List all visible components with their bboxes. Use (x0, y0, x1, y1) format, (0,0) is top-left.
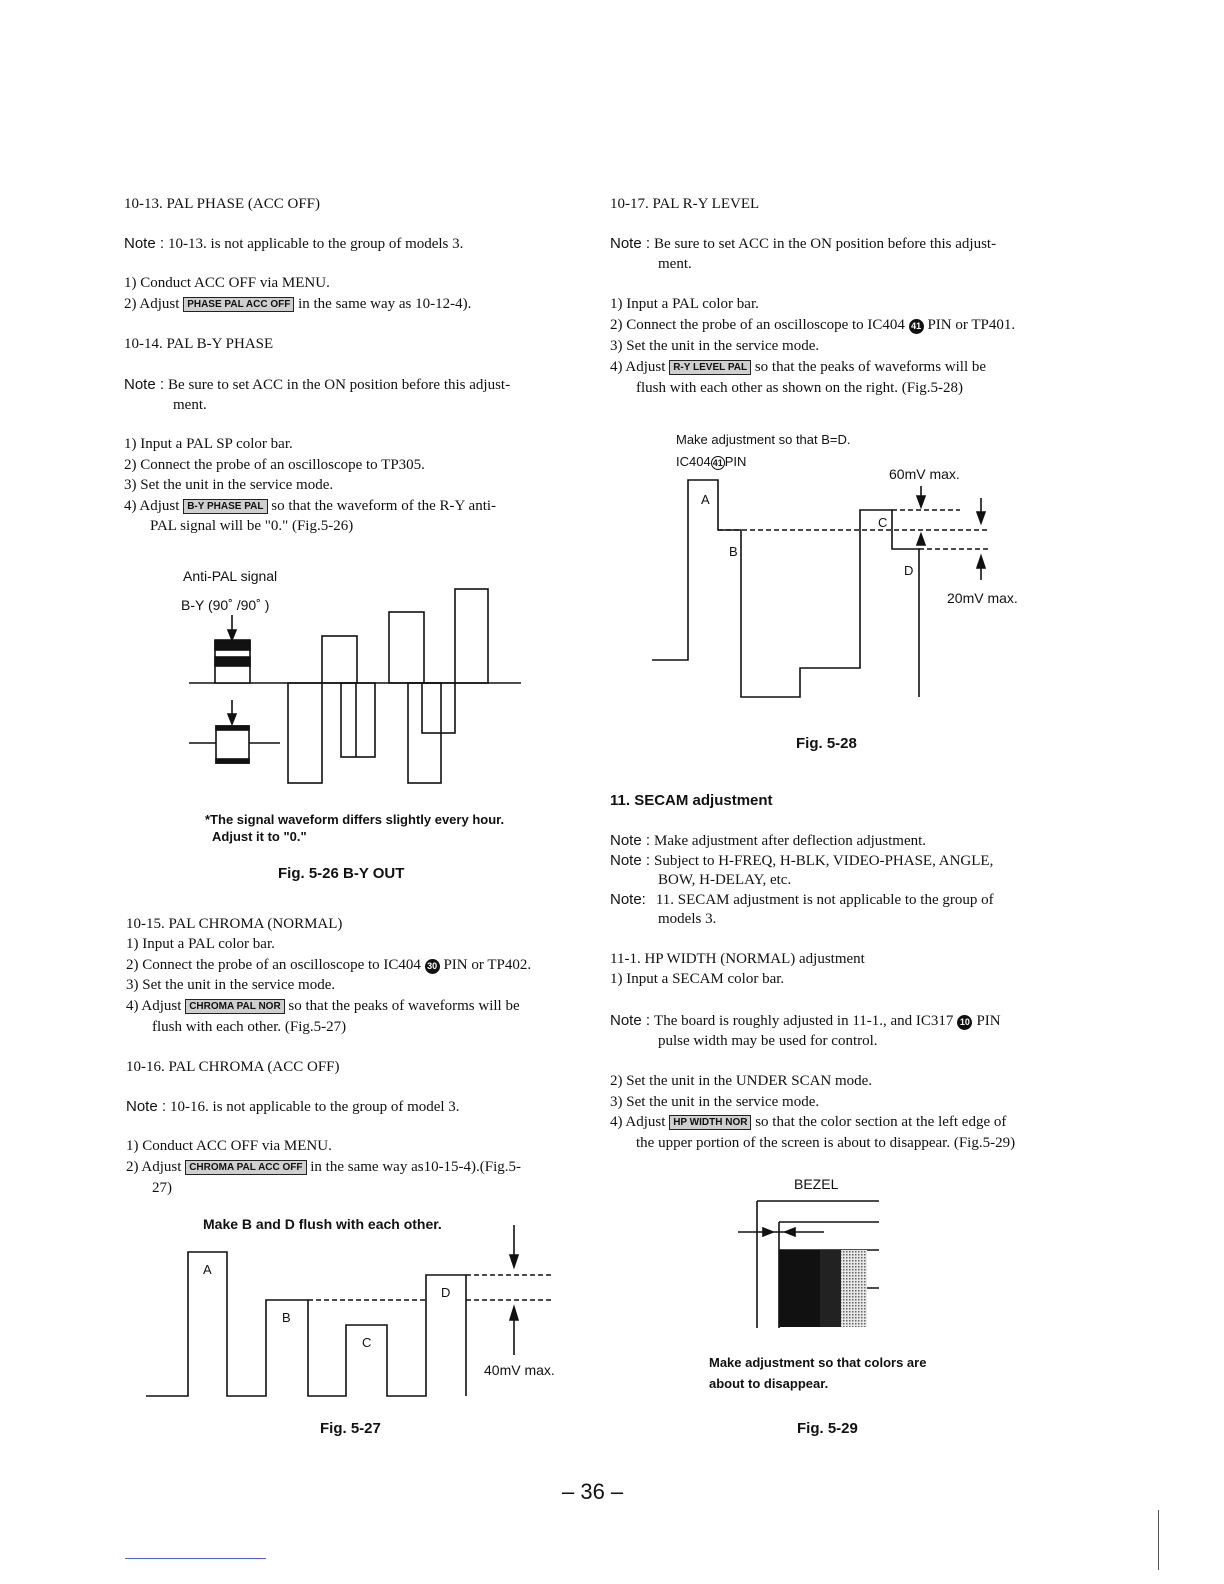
step-text: PAL signal will be "0." (Fig.5-26) (150, 518, 354, 534)
adjust-item-box: CHROMA PAL ACC OFF (185, 1160, 306, 1175)
note-label: Note : (610, 852, 651, 869)
figure-note: about to disappear. (709, 1376, 829, 1391)
note-label: Note: (610, 891, 646, 908)
figure-caption: Fig. 5-29 (797, 1420, 858, 1437)
figure-label (676, 454, 746, 470)
adjust-item-box: R-Y LEVEL PAL (669, 360, 751, 375)
step-text: PIN or TP402. (443, 957, 532, 973)
bezel-screen-diagram (730, 1195, 890, 1335)
step-1: 1) Input a PAL color bar. (610, 296, 759, 312)
edge-mark (1158, 1510, 1159, 1570)
note-text: 11. SECAM adjustment is not applicable to the group of (655, 892, 994, 908)
adjust-item-box: CHROMA PAL NOR (185, 999, 284, 1014)
note-text: models 3. (658, 911, 717, 927)
adjust-item-box: B-Y PHASE PAL (183, 499, 267, 514)
note-line (610, 852, 993, 870)
section-title: 11-1. HP WIDTH (NORMAL) adjustment (610, 951, 865, 967)
step-text: the upper portion of the screen is about to disappear. (Fig.5-29) (636, 1135, 1016, 1151)
step-text: in the same way as 10-12-4). (298, 296, 472, 312)
note-text: The board is roughly adjusted in 11-1., and IC317 (654, 1013, 954, 1029)
step-text: PIN or TP401. (927, 317, 1016, 333)
note-line (610, 832, 926, 850)
section-title: 10-17. PAL R-Y LEVEL (610, 196, 760, 212)
bezel-label: BEZEL (794, 1176, 839, 1192)
note-line (124, 235, 463, 253)
step-1: 1) Input a SECAM color bar. (610, 971, 785, 987)
note-text: PIN (976, 1013, 1001, 1029)
step-4 (610, 1114, 1006, 1131)
step-4 (124, 498, 496, 515)
step-text: in the same way as10-15-4).(Fig.5- (310, 1159, 522, 1175)
figure-label: Make adjustment so that B=D. (676, 432, 851, 447)
max-label: 40mV max. (484, 1362, 555, 1378)
step-3: 3) Set the unit in the service mode. (610, 338, 820, 354)
waveform-label-a: A (203, 1262, 212, 1277)
note-text: ment. (658, 256, 692, 272)
adjust-item-box: PHASE PAL ACC OFF (183, 297, 294, 312)
pin-number-badge: 41 (909, 319, 924, 334)
waveform-label-c: C (878, 515, 888, 530)
footer-rule (125, 1558, 266, 1559)
step-text: flush with each other. (Fig.5-27) (152, 1019, 347, 1035)
step-3: 3) Set the unit in the service mode. (610, 1094, 820, 1110)
step-text: so that the waveform of the R-Y anti- (271, 498, 497, 514)
note-label: Note : (610, 832, 651, 849)
waveform-label-b: B (282, 1310, 291, 1325)
section-title: 10-16. PAL CHROMA (ACC OFF) (126, 1059, 340, 1075)
step-3: 3) Set the unit in the service mode. (124, 477, 334, 493)
step-text: 27) (152, 1180, 172, 1196)
step-text: 4) Adjust (610, 1114, 666, 1130)
note-text: Subject to H-FREQ, H-BLK, VIDEO-PHASE, ANGLE, (654, 853, 994, 869)
section-title: 10-15. PAL CHROMA (NORMAL) (126, 916, 343, 932)
note-line (126, 1098, 460, 1116)
figure-caption: Fig. 5-28 (796, 735, 857, 752)
note-text: ment. (173, 397, 207, 413)
step-text: 4) Adjust (126, 998, 182, 1014)
section-heading: 11. SECAM adjustment (610, 792, 773, 809)
note-label: Note : (610, 235, 651, 252)
max-label: 20mV max. (947, 590, 1018, 606)
step-text: 2) Adjust (126, 1159, 182, 1175)
note-label: Note : (126, 1098, 167, 1115)
step-2: 2) Set the unit in the UNDER SCAN mode. (610, 1073, 873, 1089)
waveform-label-c: C (362, 1335, 372, 1350)
label-text: IC404 (676, 454, 711, 469)
note-text: 10-13. is not applicable to the group of models 3. (168, 236, 464, 252)
note-line (610, 235, 996, 253)
max-label: 60mV max. (889, 466, 960, 482)
step-1: 1) Input a PAL SP color bar. (124, 436, 293, 452)
waveform-label-d: D (441, 1285, 451, 1300)
step-1: 1) Conduct ACC OFF via MENU. (126, 1138, 332, 1154)
note-label: Note : (124, 235, 165, 252)
label-text: PIN (724, 454, 747, 469)
adjust-item-box: HP WIDTH NOR (669, 1115, 751, 1130)
waveform-label-d: D (904, 563, 914, 578)
figure-label: Anti-PAL signal (183, 568, 278, 584)
note-line (610, 1012, 1001, 1030)
note-text: Be sure to set ACC in the ON position before this adjust- (168, 377, 511, 393)
figure-caption: Fig. 5-26 B-Y OUT (278, 865, 405, 882)
step-2 (610, 317, 1015, 334)
page-number: – 36 – (562, 1479, 624, 1504)
step-text: 2) Connect the probe of an oscilloscope to IC404 (126, 957, 421, 973)
figure-note: Adjust it to "0." (212, 829, 307, 844)
note-line (610, 891, 994, 909)
step-text: flush with each other as shown on the right. (Fig.5-28) (636, 380, 964, 396)
step-1: 1) Input a PAL color bar. (126, 936, 275, 952)
step-2 (124, 296, 471, 313)
note-text: Be sure to set ACC in the ON position before this adjust- (654, 236, 997, 252)
step-2 (126, 957, 531, 974)
step-4 (610, 359, 986, 376)
step-text: 4) Adjust (610, 359, 666, 375)
step-1: 1) Conduct ACC OFF via MENU. (124, 275, 330, 291)
figure-label: Make B and D flush with each other. (203, 1216, 442, 1232)
note-text: Make adjustment after deflection adjustment. (654, 833, 927, 849)
step-text: 4) Adjust (124, 498, 180, 514)
step-2 (126, 1159, 521, 1176)
pin-number-badge: 10 (957, 1015, 972, 1030)
note-label: Note : (124, 376, 165, 393)
pin-number-badge: 41 (712, 458, 723, 468)
step-text: so that the peaks of waveforms will be (288, 998, 520, 1014)
note-label: Note : (610, 1012, 651, 1029)
waveform-label-b: B (729, 544, 738, 559)
step-text: so that the peaks of waveforms will be (754, 359, 987, 375)
note-line (124, 376, 510, 394)
step-3: 3) Set the unit in the service mode. (126, 977, 336, 993)
step-text: 2) Connect the probe of an oscilloscope to IC404 (610, 317, 905, 333)
step-4 (126, 998, 520, 1015)
step-text: 2) Adjust (124, 296, 180, 312)
note-text: pulse width may be used for control. (658, 1033, 878, 1049)
figure-label: B-Y (90˚ /90˚ ) (181, 597, 270, 613)
step-text: so that the color section at the left edge of (755, 1114, 1007, 1130)
waveform-label-a: A (701, 492, 710, 507)
figure-note: Make adjustment so that colors are (709, 1355, 927, 1370)
section-title: 10-13. PAL PHASE (ACC OFF) (124, 196, 321, 212)
step-2: 2) Connect the probe of an oscilloscope to TP305. (124, 457, 425, 473)
figure-caption: Fig. 5-27 (320, 1420, 381, 1437)
b-y-waveform-diagram (180, 585, 530, 795)
pin-number-badge: 30 (425, 959, 440, 974)
section-title: 10-14. PAL B-Y PHASE (124, 336, 274, 352)
note-text: 10-16. is not applicable to the group of model 3. (170, 1099, 460, 1115)
figure-note: *The signal waveform differs slightly every hour. (205, 812, 505, 827)
note-text: BOW, H-DELAY, etc. (658, 872, 792, 888)
